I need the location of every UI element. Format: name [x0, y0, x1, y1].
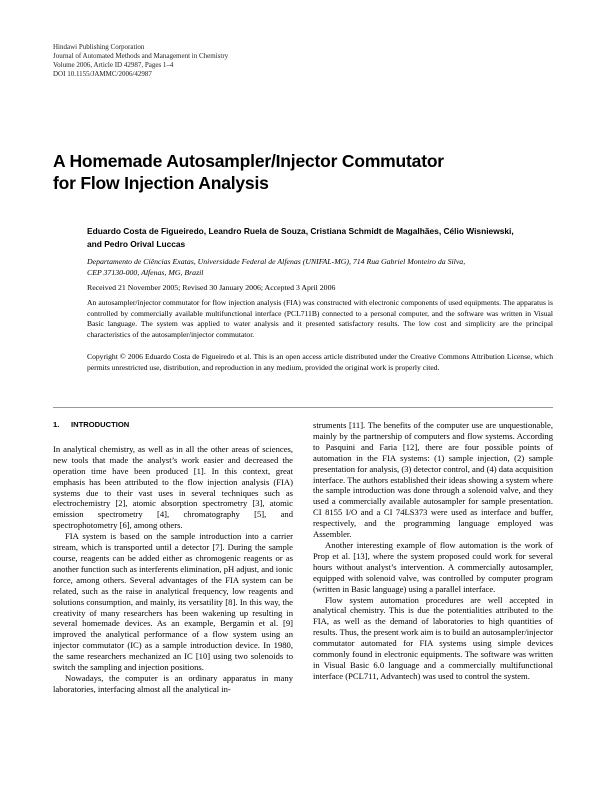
intro-paragraph-2: FIA system is based on the sample introduction into a carrier stream, which is transported until a detector [7]. During the sample course, reagents can be added either as chromogenic reagents or as another function such as interferents elimination, pH adjust, and ionic force, among others. Several advantages of the FIA system can be related, such as the raise in analytical frequency, low reagents and solutions consumption, and mainly, its versatility [8]. In this way, the creativity of many researchers has been wakening up resulting in several homemade devices. As an example, Bergamin et al. [9] improved the analytical performance of a flow system using an injector commutator (IC) as a sample introduction device. In 1980, the same researchers mechanized an IC [10] using two solenoids to switch the sampling and injection positions. — [53, 531, 293, 673]
title-line-2: for Flow Injection Analysis — [53, 173, 269, 193]
intro-paragraph-5: Flow system automation procedures are well accepted in analytical chemistry. This is due the potentialities attributed to the FIA, as well as the demand of laboratories to high quantities of results. Thus, the present work aim is to build an autosampler/injector commutator automated for FIA systems using simple devices commonly found in electronic equipments. The software was written in Visual Basic 6.0 language and a commercially multifunctional interface (PCL711, Advantech) was used to control the system. — [313, 594, 553, 681]
affiliation-line-2: CEP 37130-000, Alfenas, MG, Brazil — [87, 268, 204, 277]
copyright-notice: Copyright © 2006 Eduardo Costa de Figueiredo et al. This is an open access article distributed under the Creative Commons Attribution License, which permits unrestricted use, distribution, and reproduction in any medium, provided the original work is properly cited. — [87, 352, 553, 372]
publisher-line: Hindawi Publishing Corporation — [53, 43, 145, 51]
affiliation-line-1: Departamento de Ciências Exatas, Universidade Federal de Alfenas (UNIFAL-MG), 714 Rua Gabriel Monteiro da Silva, — [87, 257, 466, 266]
section-heading — [53, 420, 293, 431]
doi-line: DOI 10.1155/JAMMC/2006/42987 — [53, 70, 152, 78]
intro-paragraph-4: Another interesting example of flow automation is the work of Prop et al. [13], where the system proposed could work for several hours without analyst’s intervention. A commercially autosampler, equipped with solenoid valve, was controlled by computer program (written in Basic language) using a parallel interface. — [313, 539, 553, 594]
submission-dates: Received 21 November 2005; Revised 30 January 2006; Accepted 3 April 2006 — [87, 283, 336, 292]
left-column — [53, 418, 293, 695]
intro-paragraph-3: Nowadays, the computer is an ordinary apparatus in many laboratories, interfacing almost all the analytical in- — [53, 672, 293, 694]
volume-line: Volume 2006, Article ID 42987, Pages 1–4 — [53, 61, 174, 69]
authors-line-2: and Pedro Orival Luccas — [87, 239, 186, 249]
title-line-1: A Homemade Autosampler/Injector Commutator — [53, 151, 444, 171]
section-number: 1. — [53, 420, 60, 429]
intro-paragraph-1: In analytical chemistry, as well as in all the other areas of sciences, new tools that made the analyst’s work easier and decreased the operation time have been produced [1]. In this context, great emphasis has been attributed to the flow injection analysis (FIA) systems due to their vast uses in several techniques such as electrochemistry [2], atomic absorption spectrometry [3], atomic emission spectrometry [4], chromatography [5], and spectrophotometry [6], among others. — [53, 443, 293, 531]
intro-paragraph-3-continued: struments [11]. The benefits of the computer use are unquestionable, mainly by the partnership of computers and flow systems. According to Pasquini and Faria [12], there are four possible points of automation in the FIA systems: (1) sample injection, (2) sample presentation for analysis, (3) detector control, and (4) data acquisition interface. The authors established their ideas showing a system where the sample introduction was done through a solenoid valve, and they used a commercially available autosampler for sample presentation. CI 8155 I/O and a CI 74LS373 were used as interface and buffer, respectively, and the programming language employed was Assembler. — [313, 420, 553, 540]
journal-masthead — [53, 43, 228, 79]
right-column — [313, 420, 553, 682]
section-divider — [53, 407, 553, 408]
journal-name: Journal of Automated Methods and Management in Chemistry — [53, 52, 229, 60]
authors-line-1: Eduardo Costa de Figueiredo, Leandro Ruela de Souza, Cristiana Schmidt de Magalhães, Célio Wisniewski, — [87, 226, 514, 236]
affiliation — [87, 256, 553, 278]
section-title: INTRODUCTION — [71, 420, 130, 429]
author-list — [87, 225, 553, 251]
paper-title — [53, 150, 553, 194]
abstract: An autosampler/injector commutator for flow injection analysis (FIA) was constructed with electronic components of used equipments. The apparatus is controlled by commercially available multifunctional interface (PCL711B) connected to a personal computer, and the software was written in Visual Basic language. The system was applied to water analysis and it presented satisfactory results. The low cost and simplicity are the principal characteristics of the autosampler/injector commutator. — [87, 298, 553, 339]
